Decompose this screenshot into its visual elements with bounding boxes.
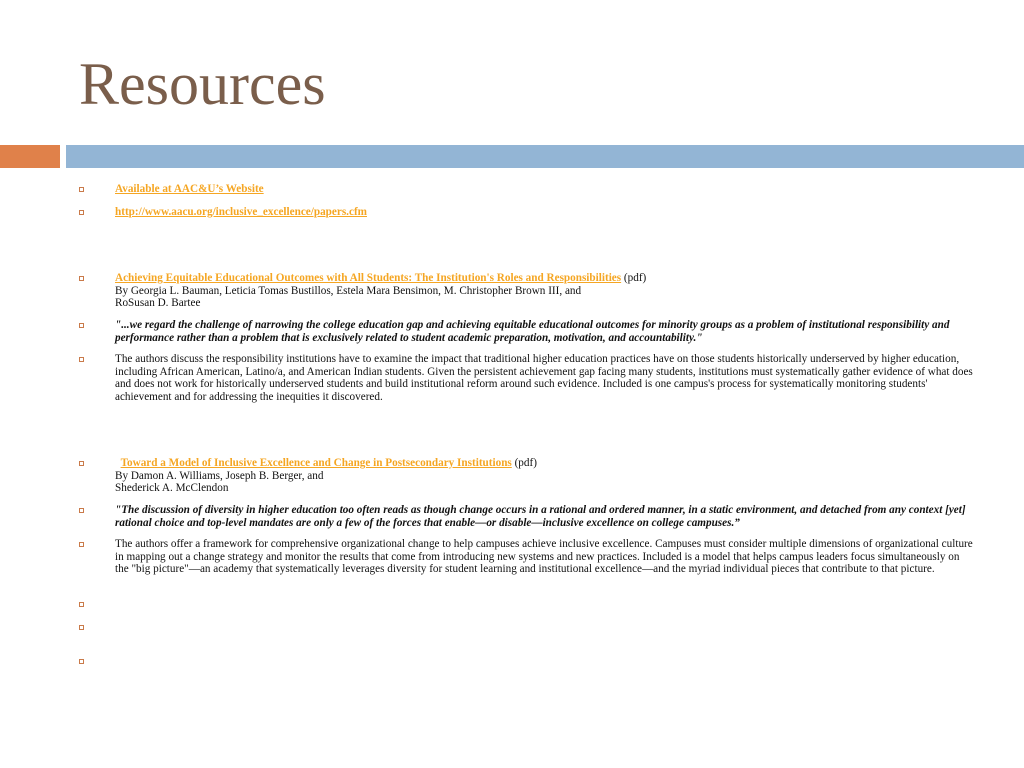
bullet-icon xyxy=(79,508,84,513)
accent-band-orange xyxy=(0,145,60,168)
inclusive-excellence-paper-link[interactable]: Toward a Model of Inclusive Excellence and Change in Postsecondary Institutions xyxy=(120,457,512,469)
quote-text: "...we regard the challenge of narrowing the college education gap and achieving equitable educational outcomes for minority groups as a problem of institutional responsibility and performance rather than a problem that is exclusively related to student academic preparation, motivation, and accountability." xyxy=(115,319,950,344)
authors-line: By Georgia L. Bauman, Leticia Tomas Bustillos, Estela Mara Bensimon, M. Christopher Brown III, and xyxy=(115,284,582,297)
bullet-icon xyxy=(79,210,84,215)
pdf-label: (pdf) xyxy=(511,457,537,469)
aacu-website-link[interactable]: Available at AAC&U’s Website xyxy=(115,183,264,195)
aacu-papers-url-link[interactable]: http://www.aacu.org/inclusive_excellence/papers.cfm xyxy=(115,206,367,218)
bullet-icon xyxy=(79,357,84,362)
list-item xyxy=(115,272,973,310)
authors-line: RoSusan D. Bartee xyxy=(115,297,201,310)
bullet-icon xyxy=(79,659,84,664)
bullet-icon xyxy=(79,323,84,328)
quote-text: "The discussion of diversity in higher education too often reads as though change occurs in a rational and ordered manner, in a static environment, and detached from any context [yet] rational choice and top-level mandates are only a few of the forces that enable—or disable—inclusive excellence on college campuses.” xyxy=(115,504,966,529)
authors-line: By Damon A. Williams, Joseph B. Berger, and xyxy=(115,469,324,482)
description-text: The authors discuss the responsibility institutions have to examine the impact that traditional higher education practices have on those students historically underserved by higher education, including African American, Latino/a, and American Indian students. Given the persistent achievement gap facing many students, institutions must systematically gather evidence of what does and does not work for historically underserved students and build institutional reform around such evidence. Included is one campus's process for systematically monitoring students' achievement and for addressing the inequities it discovered. xyxy=(115,353,973,403)
pdf-label: (pdf) xyxy=(621,272,647,284)
list-item xyxy=(115,457,973,495)
bullet-icon xyxy=(79,542,84,547)
bullet-icon xyxy=(79,187,84,192)
description-text: The authors offer a framework for comprehensive organizational change to help campuses achieve inclusive excellence. Campuses must consider multiple dimensions of organizational culture in mapping out a change strategy and monitor the results that come from introducing new systems and new practices. Included is a model that helps campus leaders focus simultaneously on the "big picture"—an academy that systematically leverages diversity for student learning and institutional excellence—and the myriad individual pieces that contribute to that picture. xyxy=(115,538,973,576)
equitable-outcomes-paper-link[interactable]: Achieving Equitable Educational Outcomes with All Students: The Institution's Roles and Responsibilities xyxy=(115,272,622,284)
list-item xyxy=(115,183,973,196)
bullet-icon xyxy=(79,461,84,466)
bullet-icon xyxy=(79,625,84,630)
list-item xyxy=(115,206,973,219)
bullet-icon xyxy=(79,602,84,607)
authors-line: Shederick A. McClendon xyxy=(115,482,229,495)
accent-band-blue xyxy=(66,145,1024,168)
bullet-icon xyxy=(79,276,84,281)
page-title: Resources xyxy=(79,51,326,117)
